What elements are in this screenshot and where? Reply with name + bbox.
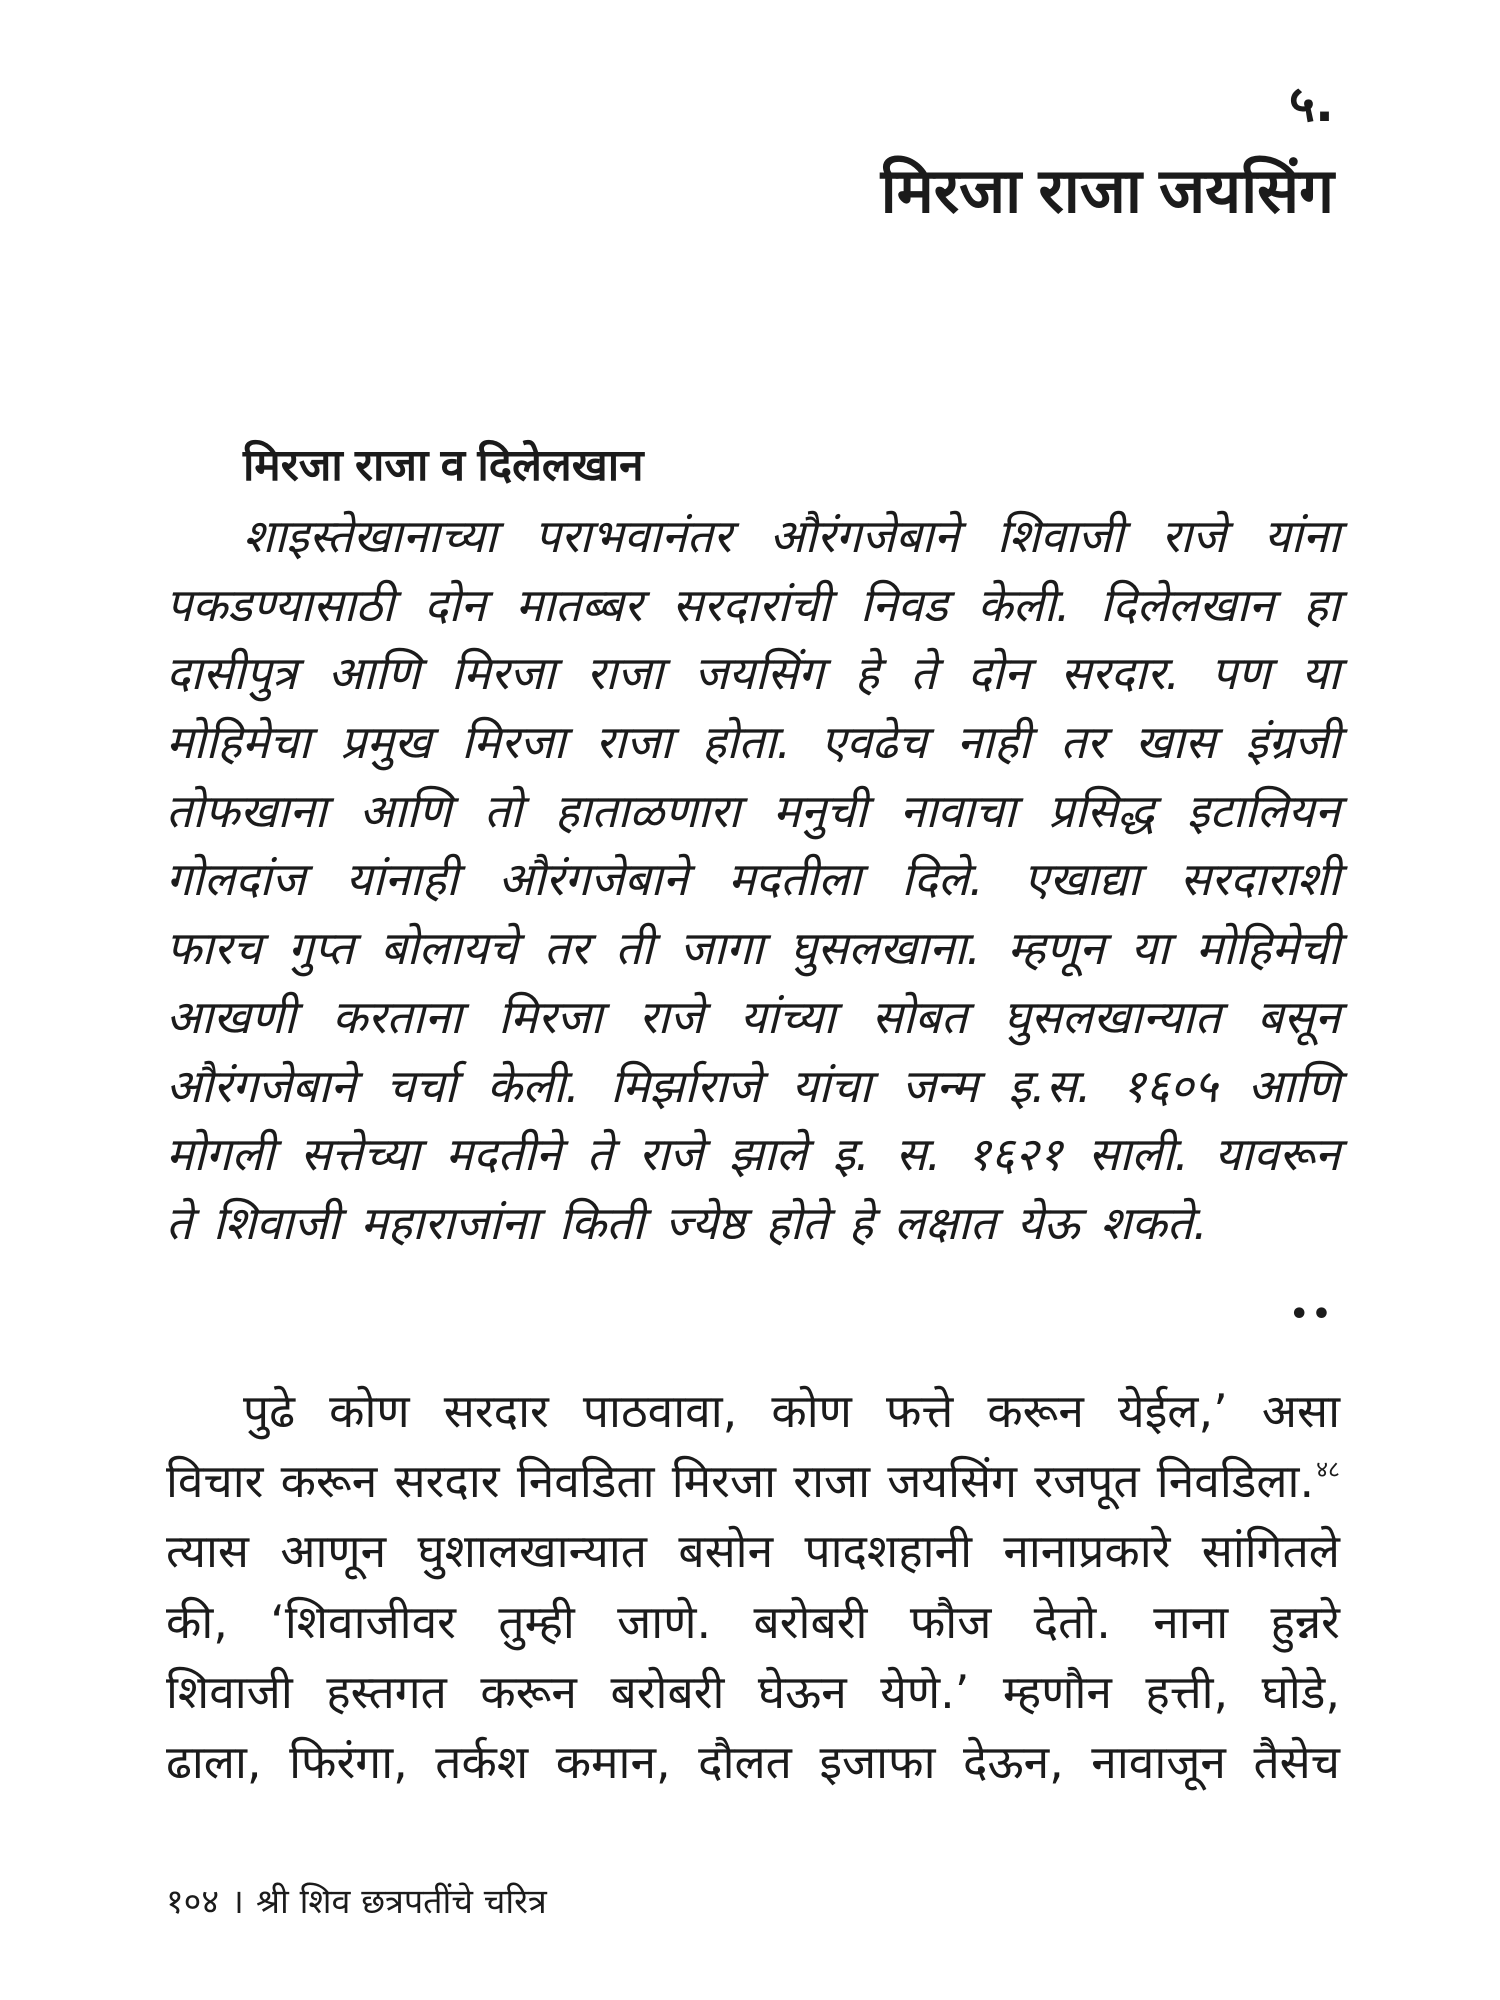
chapter-number: ५. [1289, 75, 1334, 133]
paragraph-line: गोलदांज यांनाही औरंगजेबाने मदतीला दिले. एखाद्या सरदाराशी [166, 852, 1340, 907]
paragraph-line: की, ‘शिवाजीवर तुम्ही जाणे. बरोबरी फौज देतो. नाना हुन्नरे [166, 1594, 1340, 1649]
chapter-title: मिरजा राजा जयसिंग [880, 157, 1334, 226]
section-heading: मिरजा राजा व दिलेलखान [243, 441, 644, 490]
page-number: १०४ [166, 1882, 220, 1922]
paragraph-line: मोगली सत्तेच्या मदतीने ते राजे झाले इ. स. १६२१ साली. यावरून [166, 1127, 1340, 1182]
paragraph-line: दासीपुत्र आणि मिरजा राजा जयसिंग हे ते दोन सरदार. पण या [166, 646, 1340, 701]
page-footer [166, 1874, 547, 1930]
paragraph-line: फारच गुप्त बोलायचे तर ती जागा घुसलखाना. म्हणून या मोहिमेची [166, 921, 1340, 976]
paragraph-line: औरंगजेबाने चर्चा केली. मिर्झाराजे यांचा जन्म इ.स. १६०५ आणि [166, 1058, 1340, 1113]
quoted-paragraph [166, 1376, 1340, 1797]
paragraph-line: पुढे कोण सरदार पाठवावा, कोण फत्ते करून येईल,’ असा [243, 1384, 1340, 1438]
paragraph-line: पकडण्यासाठी दोन मातब्बर सरदारांची निवड केली. दिलेलखान हा [166, 577, 1340, 632]
footer-divider: । [231, 1882, 244, 1922]
paragraph-line: तोफखाना आणि तो हाताळणारा मनुची नावाचा प्रसिद्ध इटालियन [166, 783, 1340, 838]
paragraph-line: आखणी करताना मिरजा राजे यांच्या सोबत घुसलखान्यात बसून [166, 989, 1340, 1044]
paragraph-line [166, 1446, 1340, 1516]
running-title: श्री शिव छत्रपतींचे चरित्र [255, 1882, 547, 1922]
paragraph-line: शिवाजी हस्तगत करून बरोबरी घेऊन येणे.’ म्हणौन हत्ती, घोडे, [166, 1664, 1340, 1719]
paragraph-line: त्यास आणून घुशालखान्यात बसोन पादशहानी नानाप्रकारे सांगितले [166, 1524, 1340, 1579]
italic-paragraph [166, 502, 1340, 1258]
paragraph-line: शाइस्तेखानाच्या पराभवानंतर औरंगजेबाने शिवाजी राजे यांना [243, 509, 1340, 563]
paragraph-line: मोहिमेचा प्रमुख मिरजा राजा होता. एवढेच नाही तर खास इंग्रजी [166, 715, 1340, 770]
paragraph-line-text: विचार करून सरदार निवडिता मिरजा राजा जयसिंग रजपूत निवडिला. [166, 1454, 1315, 1509]
paragraph-line: ते शिवाजी महाराजांना किती ज्येष्ठ होते हे लक्षात येऊ शकते. [166, 1195, 1208, 1250]
footnote-reference: ४८ [1316, 1456, 1340, 1483]
paragraph-line: ढाला, फिरंगा, तर्कश कमान, दौलत इजाफा देऊन, नावाजून तैसेच [166, 1734, 1340, 1789]
section-separator: •• [1289, 1297, 1334, 1332]
